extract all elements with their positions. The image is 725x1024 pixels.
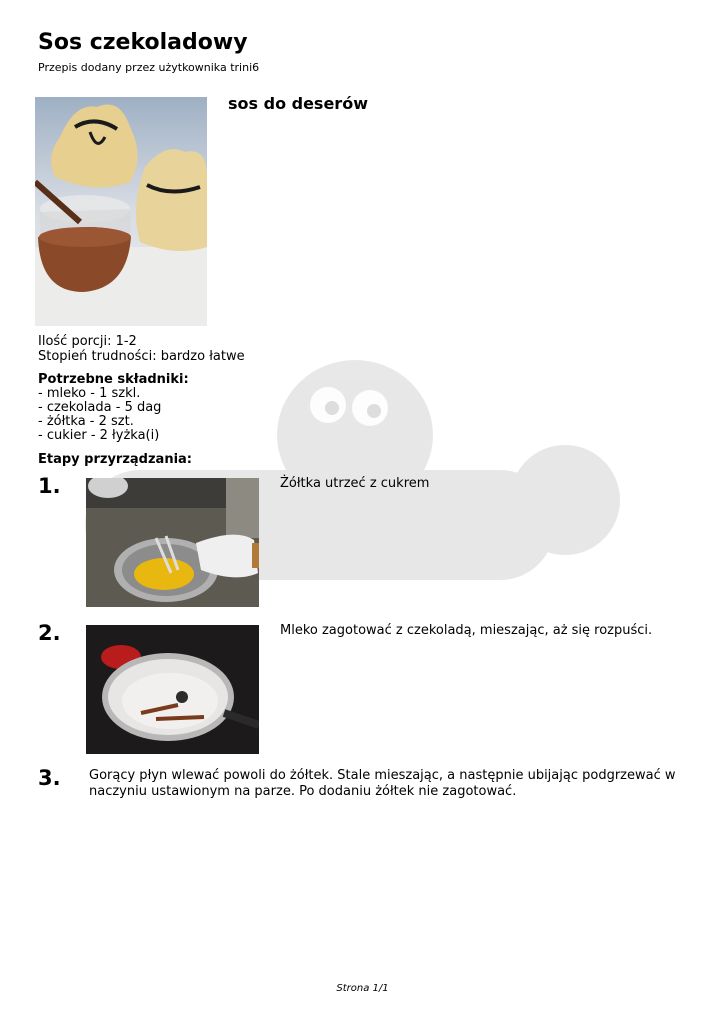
ingredient-item: - czekolada - 5 dag: [38, 400, 162, 415]
page-footer: Strona 1/1: [336, 983, 389, 994]
recipe-main-photo: [35, 97, 207, 326]
recipe-title: Sos czekoladowy: [38, 30, 248, 55]
step-text: Gorący płyn wlewać powoli do żółtek. Stale mieszając, a następnie ubijając podgrzewać w naczyniu ustawionym na parze. Po dodaniu żółtek nie zagotować.: [89, 768, 676, 799]
ingredients-list: [38, 387, 161, 443]
step-number: 1.: [38, 474, 61, 498]
recipe-meta: [38, 334, 245, 364]
difficulty-text: Stopień trudności: bardzo łatwe: [38, 349, 245, 364]
recipe-byline: Przepis dodany przez użytkownika trini6: [38, 61, 260, 74]
steps-heading: Etapy przyrządzania:: [38, 452, 193, 467]
ingredient-item: - mleko - 1 szkl.: [38, 386, 141, 401]
step-text: Mleko zagotować z czekoladą, mieszając, aż się rozpuści.: [280, 623, 653, 638]
step-number: 3.: [38, 766, 61, 790]
ingredient-item: - cukier - 2 łyżka(i): [38, 428, 160, 443]
servings-text: Ilość porcji: 1-2: [38, 334, 137, 349]
step-text: Żółtka utrzeć z cukrem: [280, 476, 430, 491]
step-number: 2.: [38, 621, 61, 645]
recipe-subtitle: sos do deserów: [228, 94, 368, 113]
step-1-photo: [86, 478, 259, 607]
step-2-photo: [86, 625, 259, 754]
ingredients-heading: Potrzebne składniki:: [38, 372, 189, 387]
ingredient-item: - żółtka - 2 szt.: [38, 414, 134, 429]
